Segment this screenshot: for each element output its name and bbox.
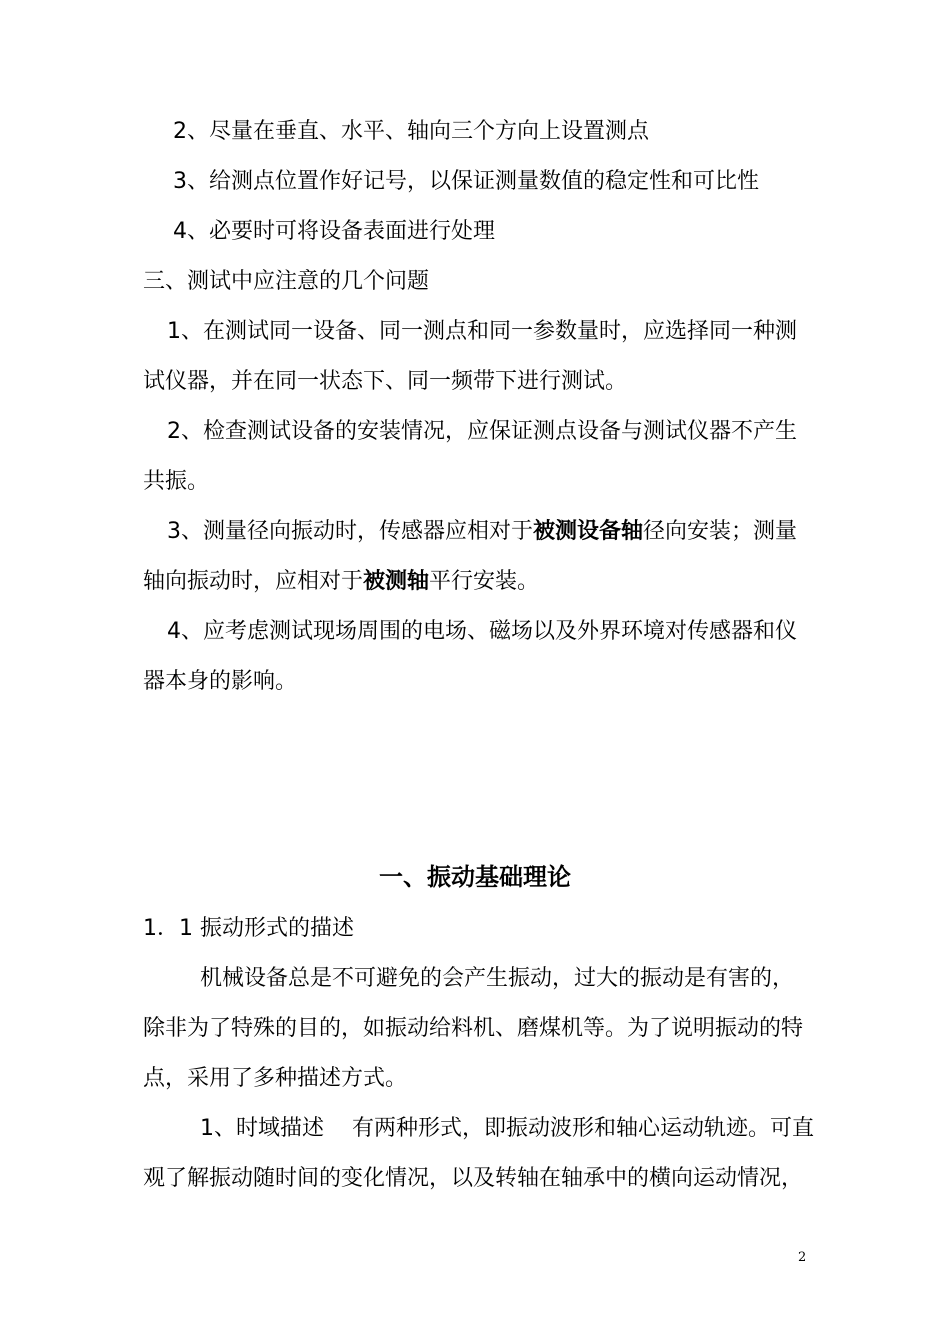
body-paragraph-2-line-2: 观了解振动随时间的变化情况，以及转轴在轴承中的横向运动情况， bbox=[143, 1166, 804, 1191]
bold-term: 被测设备轴 bbox=[533, 519, 644, 544]
paragraph-2-line-1: 2、检查测试设备的安装情况，应保证测点设备与测试仪器不产生 bbox=[167, 419, 797, 444]
text-run: 平行安装。 bbox=[429, 569, 540, 594]
body-paragraph-1-line-3: 点，采用了多种描述方式。 bbox=[143, 1066, 408, 1091]
paragraph-1-line-1: 1、在测试同一设备、同一测点和同一参数量时，应选择同一种测 bbox=[167, 319, 797, 344]
list-item-4: 4、必要时可将设备表面进行处理 bbox=[173, 219, 495, 244]
subsection-title: 1．1 振动形式的描述 bbox=[143, 916, 354, 941]
chapter-title: 一、振动基础理论 bbox=[379, 863, 571, 891]
body-paragraph-1-line-2: 除非为了特殊的目的，如振动给料机、磨煤机等。为了说明振动的特 bbox=[143, 1016, 804, 1041]
paragraph-4-line-2: 器本身的影响。 bbox=[143, 669, 298, 694]
body-paragraph-1-line-1: 机械设备总是不可避免的会产生振动，过大的振动是有害的， bbox=[200, 966, 795, 991]
section-heading: 三、测试中应注意的几个问题 bbox=[143, 269, 430, 294]
text-run: 轴向振动时，应相对于 bbox=[143, 569, 364, 594]
page-number: 2 bbox=[798, 1250, 807, 1265]
list-item-3: 3、给测点位置作好记号，以保证测量数值的稳定性和可比性 bbox=[173, 169, 759, 194]
bold-term: 被测轴 bbox=[363, 569, 430, 594]
paragraph-3-line-2 bbox=[143, 567, 539, 597]
body-paragraph-2-line-1: 1、时域描述 有两种形式，即振动波形和轴心运动轨迹。可直 bbox=[200, 1116, 814, 1141]
text-run: 3、测量径向振动时，传感器应相对于 bbox=[167, 519, 533, 544]
list-item-2: 2、尽量在垂直、水平、轴向三个方向上设置测点 bbox=[173, 119, 649, 144]
paragraph-4-line-1: 4、应考虑测试现场周围的电场、磁场以及外界环境对传感器和仪 bbox=[167, 619, 797, 644]
paragraph-1-line-2: 试仪器，并在同一状态下、同一频带下进行测试。 bbox=[143, 369, 628, 394]
paragraph-3-line-1 bbox=[167, 517, 797, 547]
paragraph-2-line-2: 共振。 bbox=[143, 469, 210, 494]
text-run: 径向安装；测量 bbox=[643, 519, 798, 544]
